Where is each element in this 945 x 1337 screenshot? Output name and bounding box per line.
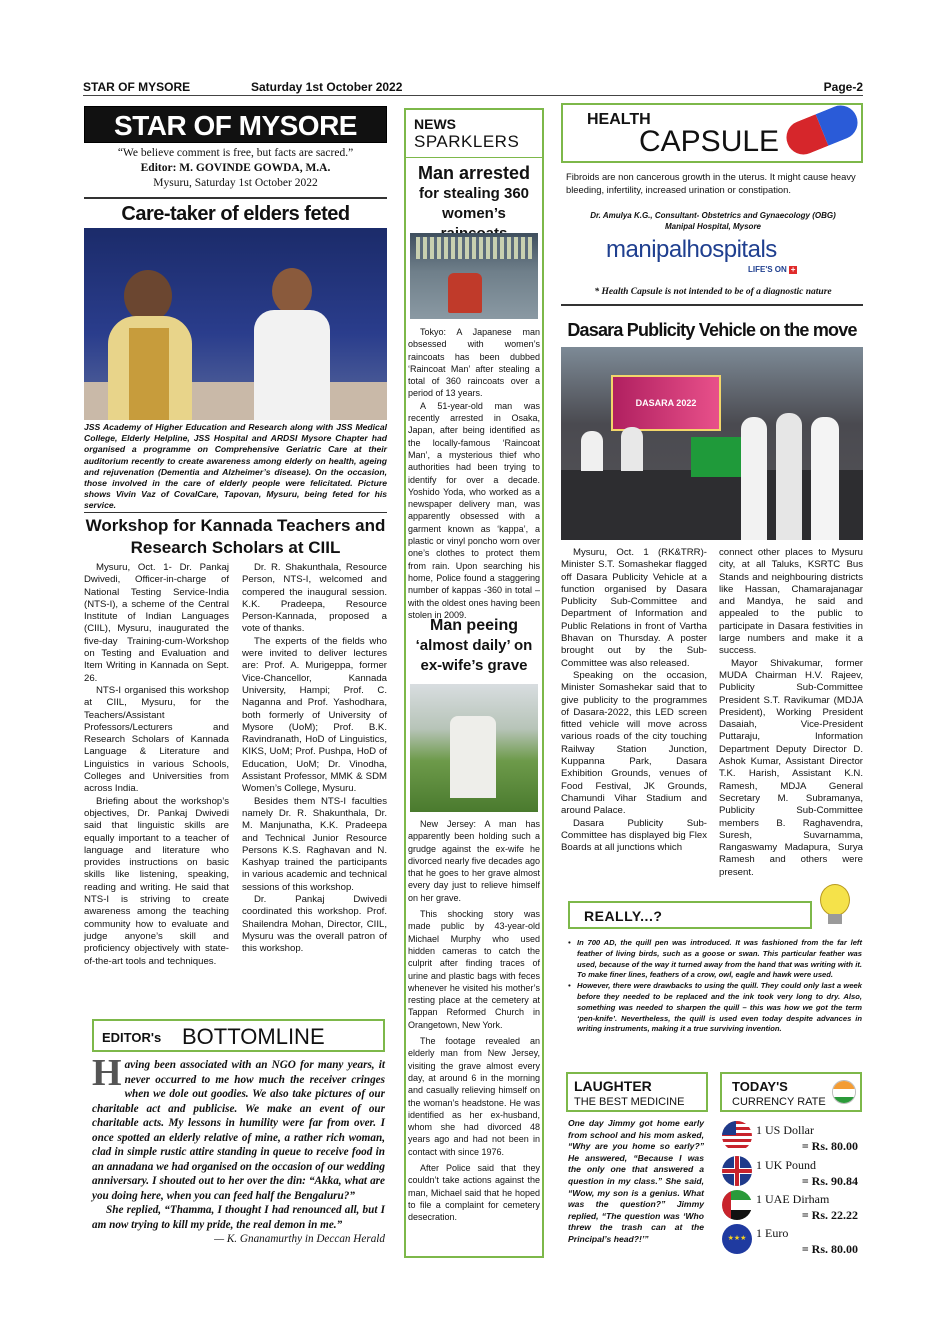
- elders-photo: [84, 228, 387, 420]
- health-credit-line: Manipal Hospital, Mysore: [664, 222, 762, 231]
- really-label: REALLY...?: [584, 908, 663, 924]
- bottomline-header: [92, 1019, 385, 1052]
- sparkler-1-body: [408, 326, 540, 621]
- capsule-icon: [781, 100, 862, 159]
- paragraph: Dasara Publicity Sub-Committee has displayed big Flex Boards at all junctions which: [561, 817, 707, 854]
- health-label-1: HEALTH: [587, 111, 651, 128]
- masthead-editor: Editor: M. GOVINDE GOWDA, M.A.: [140, 162, 331, 174]
- list-item: • In 700 AD, the quill pen was introduced. It was fashioned from the far left feather of living birds, such as a goose or swan. This particular feather was used, because of the way it turned away from the hand that was writing with it. To make finer lines, feathers of a crow, owl, eagle and hawk were used.: [568, 938, 862, 980]
- currency-name: 1 UAE Dirham: [756, 1192, 830, 1206]
- currency-name: 1 UK Pound: [756, 1158, 817, 1172]
- bottomline-label-2: BOTTOMLINE: [182, 1024, 325, 1049]
- headline-line: ‘almost daily’ on: [415, 637, 533, 654]
- header-date: Saturday 1st October 2022: [251, 80, 403, 94]
- sparklers-label-2: SPARKLERS: [414, 132, 520, 151]
- us-flag-icon: [722, 1121, 752, 1151]
- paragraph: Mysuru, Oct. 1- Dr. Pankaj Dwivedi, Officer-in-charge of National Testing Service-India (NTS-I), a scheme of the Central Institute of Indian Languages (CIIL), Mysuru, inaugurated the five-day Training-cum-Workshop on Testing and Evaluation and Item Writing in Kannada on Sept. 26.: [84, 562, 229, 684]
- masthead-info: [84, 146, 387, 191]
- paragraph: Speaking on the occasion, Minister Somashekar said that to give publicity to the programmes of Dasara-2022, this LED screen fitted vehicle will move across various roads of the city touching Railway Station Junction, Kuppanna Park, Dasara Exhibition Grounds, venues of Food Festival, JK Grounds, Chamundi Vihar Stadium and around Palace.: [561, 669, 707, 817]
- divider: [404, 157, 544, 158]
- masthead-motto: “We believe comment is free, but facts are sacred.”: [117, 147, 354, 159]
- sparkler-1-headline: [408, 162, 540, 244]
- paragraph: After Police said that they couldn’t take actions against the man, Michael said that he hoped to file a complaint for cemetery desecration.: [408, 1163, 540, 1223]
- currency-value: = Rs. 90.84: [801, 1174, 858, 1188]
- bottomline-byline: — K. Gnanamurthy in Deccan Herald: [214, 1233, 385, 1245]
- masthead-dateline: Mysuru, Saturday 1st October 2022: [153, 177, 318, 189]
- paragraph: NTS-I organised this workshop at CIIL, Mysuru, for the Teachers/Assistant Professors/Lecturers and Research Scholars of Kannada Language & Literature and Linguistics in various Schools, Colleges and Universities from across India.: [84, 684, 229, 795]
- raincoats-photo: [410, 233, 538, 319]
- header-page-number: Page-2: [823, 80, 863, 94]
- health-credit: [566, 210, 860, 232]
- health-credit-line: Dr. Amulya K.G., Consultant- Obstetrics and Gynaecology (OBG): [590, 211, 836, 220]
- grave-photo: [410, 684, 538, 812]
- divider: [84, 197, 387, 199]
- headline-line: for stealing 360: [418, 185, 530, 202]
- headline-line: Man arrested: [417, 163, 531, 183]
- paragraph: Tokyo: A Japanese man obsessed with women’s raincoats has been dubbed ‘Raincoat Man’ after stealing a total of 360 raincoats over a period of 13 years.: [408, 327, 540, 399]
- eu-flag-icon: ★★★: [722, 1224, 752, 1254]
- uk-flag-icon: [722, 1156, 752, 1186]
- currency-label-1: TODAY'S: [732, 1079, 788, 1094]
- plus-icon: +: [790, 264, 796, 274]
- paragraph: The footage revealed an elderly man from New Jersey, visiting the grave almost every day, at around 6 in the morning and casually relieving himself on the woman’s headstone. He was identified as her ex-husband, whom she had divorced 48 years ago and had not been in contact with since 1976.: [408, 1036, 540, 1157]
- paragraph: The experts of the fields who were invited to deliver lectures are: Prof. A. Murigeppa, former Vice-Chancellor, Kannada University, Hampi; Prof. C. Naganna and Prof. Yashodhara, both formerly of University of Mysore (UoM); Prof. B.K. Ravindranath, HoD of Linguistics, KIKS, UoM; Prof. Pushpa, HoD of Education, UoM; Dr. Vinodha, Assistant Professor, MMK & SDM Women’s College, Mysuru.: [242, 635, 387, 795]
- elders-headline: Care-taker of elders feted: [121, 203, 350, 225]
- headline-line: Man peeing: [429, 617, 518, 634]
- health-header: [561, 103, 863, 163]
- paragraph: New Jersey: A man has apparently been holding such a grudge against the ex-wife he divorced nearly five decades ago that he goes to her grave almost every day just to relieve himself on her grave.: [408, 819, 540, 903]
- paragraph: This shocking story was made public by 43-year-old Michael Murphy who used hidden cameras to catch the culprit after finding traces of urine and plastic bags with feces whenever he visited his mother’s resting place at the cemetery at Tappan Reformed Church in Orangetown, New York.: [408, 909, 540, 1030]
- health-text: Fibroids are non cancerous growth in the uterus. It might cause heavy bleeding, infertility, increased urination or constipation.: [566, 171, 856, 195]
- lightbulb-icon: [814, 884, 854, 930]
- headline-line: ex-wife’s grave: [420, 657, 528, 674]
- dasara-photo: [561, 347, 863, 540]
- masthead-banner: [84, 106, 387, 143]
- uae-flag-icon: [722, 1190, 752, 1220]
- led-screen: [611, 375, 721, 431]
- dasara-headline: Dasara Publicity Vehicle on the move: [567, 320, 857, 340]
- workshop-headline: Workshop for Kannada Teachers and Research Scholars at CIIL: [85, 516, 386, 557]
- bottomline-body: [92, 1052, 385, 1247]
- paragraph: A 51-year-old man was recently arrested in Osaka, Japan, after being identified as the locally-famous ‘Raincoat Man’, a mysterious thief who authorities had been trying to identify for over a decade. Yoshido Yoda, who worked as a newspaper delivery man, was apparently obsessed with a garment known as ‘kappa’, a plastic or vinyl poncho worn over one’s clothes to protect them from rain. Upon searching his home, Police found a staggering number of kappas -360 in total – with the oldest ones having been stolen in 2009.: [408, 400, 540, 620]
- manipal-tagline: [748, 265, 797, 274]
- sparkler-2-headline: [408, 616, 540, 676]
- workshop-column-1: [84, 562, 229, 968]
- paragraph: Mayor Shivakumar, former MUDA Chairman H.V. Rajeev, Publicity Sub-Committee President S.T. Ravikumar (MDJA President), Working President Dasaiah, Vice-President Puttaraju, Information Department Deputy Director D. Ashok Kumar, Assistant Director T.K. Harish, Assistant K.N. Ramesh, MDJA General Secretary M. Subramanya, Publicity Sub-Committee members B. Raghavendra, Suresh, Suvarnamma, Rangaswamy Madapura, Surya Ramesh and others were present.: [719, 657, 863, 878]
- dasara-column-1: [561, 547, 707, 854]
- laughter-header: [566, 1072, 708, 1112]
- dasara-column-2: [719, 547, 863, 879]
- sparklers-label-1: NEWS: [414, 116, 456, 132]
- currency-value: = Rs. 80.00: [801, 1242, 858, 1256]
- currency-label-2: CURRENCY RATE: [732, 1096, 826, 1108]
- bottomline-label-1: EDITOR's: [102, 1030, 162, 1045]
- currency-header: [720, 1072, 862, 1112]
- tagline-text: LIFE'S ON: [748, 265, 787, 274]
- header-paper-name: STAR OF MYSORE: [83, 80, 191, 94]
- list-item-text: However, there were drawbacks to using the quill. They could only last a week before they needed to be replaced and the ink took very long to dry. Also, something was needed to sharpen the quill – this was how we got the term ‘pen-knife’. Nevertheless, the quill is used even today despite advances in writing instruments, making it a true surviving invention.: [577, 981, 862, 1034]
- paragraph: Mysuru, Oct. 1 (RK&TRR)-Minister S.T. Somashekar flagged off Dasara Publicity Vehicle at a function organised by Dasara Publicity Sub-Committee and Department of Information and Public Relations in front of Vartha Bhavan on Thursday. A poster brought out by the Sub-Committee was also released.: [561, 547, 707, 669]
- drop-cap: H: [92, 1052, 122, 1094]
- divider: [561, 304, 863, 306]
- bottomline-text: aving been associated with an NGO for many years, it never occurred to me how much the receiver cringes when we dole out goodies. We also take pictures of our charitable act and publicise. We make an event of our charitable acts. My lessons in humility were far from over. I once spotted an elderly relative of mine, a rather rich woman, clad in simple rustic attire standing in queue to receive food in an annadana we had organised on the occasion of our wedding anniversary. I shouted out to her over the din: “Akka, what are you doing here, when you can feed half the Bengaluru?”: [92, 1059, 385, 1202]
- elders-caption: JSS Academy of Higher Education and Research along with JSS Medical College, Elderly Helpline, JSS Hospital and ARDSI Mysore Chapter had organised a programme on Comprehensive Geriatric Care at their auditorium recently to create awareness among elderly on health, ageing and rejuvenation (Dementia and Alzheimer’s disease). On the occasion, those involved in the care of elderly people were felicitated. Picture shows Vivin Vaz of CovalCare, Tapovan, Mysuru, being feted for his service.: [84, 422, 387, 511]
- laughter-label-2: THE BEST MEDICINE: [574, 1096, 685, 1108]
- really-list: [568, 938, 862, 1035]
- currency-name: 1 Euro: [756, 1226, 789, 1240]
- really-header: [568, 901, 812, 929]
- sparkler-2-body: [408, 818, 540, 1224]
- health-note: * Health Capsule is not intended to be of a diagnostic nature: [594, 287, 832, 297]
- list-item: • However, there were drawbacks to using the quill. They could only last a week before they needed to be replaced and the ink took very long to dry. Also, something was needed to sharpen the quill – this was how we got the term ‘pen-knife’. Nevertheless, the quill is used even today despite advances in writing instruments, making it a true surviving invention.: [568, 981, 862, 1034]
- list-item-text: In 700 AD, the quill pen was introduced. It was fashioned from the far left feather of living birds, such as a goose or swan. This particular feather was used, because of the way it turned away from the hand that was writing with it. To make finer lines, feathers of a crow, owl, eagle and hawk were used.: [577, 938, 862, 980]
- screen-text: DASARA 2022: [635, 398, 697, 408]
- currency-name: 1 US Dollar: [756, 1123, 814, 1137]
- laughter-joke: One day Jimmy got home early from school and his mom asked, “Why are you home so early?” He answered, “Because I was the only one that answered a question in my class.” She said, “Wow, my son is a genius. What was the question?” Jimmy replied, “The question was ‘Who threw the trash can at the Principal’s head?!’”: [568, 1118, 704, 1244]
- health-label-2: CAPSULE: [639, 125, 780, 158]
- page-header: [83, 80, 863, 96]
- masthead-title: STAR OF MYSORE: [114, 110, 357, 141]
- laughter-label-1: LAUGHTER: [574, 1078, 652, 1094]
- headline-line: women’s: [442, 205, 506, 222]
- currency-value: = Rs. 80.00: [801, 1139, 858, 1153]
- india-flag-icon: [832, 1080, 856, 1104]
- paragraph: Dr. R. Shakunthala, Resource Person, NTS-I, welcomed and compered the inaugural session. K.K. Pradeepa, Resource Person-Kannada, proposed a vote of thanks.: [242, 562, 387, 635]
- paragraph: connect other places to Mysuru city, at all Taluks, KSRTC Bus Stands and neighbouring districts like Hassan, Chamarajanagar and Mandya, he said and appealed to the public to participate in Dasara festivities in large numbers and make it a success.: [719, 547, 863, 657]
- manipal-logo: manipalhospitals: [606, 236, 777, 263]
- paragraph: Briefing about the workshop’s objectives, Dr. Pankaj Dwivedi said that linguistic skills are equally important to a teacher of language and literature who provides instructions on basic skills like listening, speaking, reading and writing. He said that NTS-I is striving to create awareness among the teaching community how to evaluate and judge anyone’s skill and proficiency objectively with state-of-the-art tools and techniques.: [84, 795, 229, 967]
- paragraph: Besides them NTS-I faculties namely Dr. R. Shakunthala, Dr. M. Manjunatha, K.K. Pradeepa and Technical Junior Resource Persons K.S. Raghavan and N. Kashyap trained the participants in various academic and technical sessions of this workshop.: [242, 795, 387, 893]
- bottomline-reply: She replied, “Thamma, I thought I had renounced all, but I am now trying to kill my pride, the real demon in me.”: [92, 1204, 385, 1231]
- divider: [84, 512, 387, 513]
- workshop-column-2: [242, 562, 387, 956]
- currency-value: = Rs. 22.22: [801, 1208, 858, 1222]
- paragraph: Dr. Pankaj Dwivedi coordinated this workshop. Prof. Shailendra Mohan, Director, CIIL, Mysuru was the overall patron of this workshop.: [242, 894, 387, 955]
